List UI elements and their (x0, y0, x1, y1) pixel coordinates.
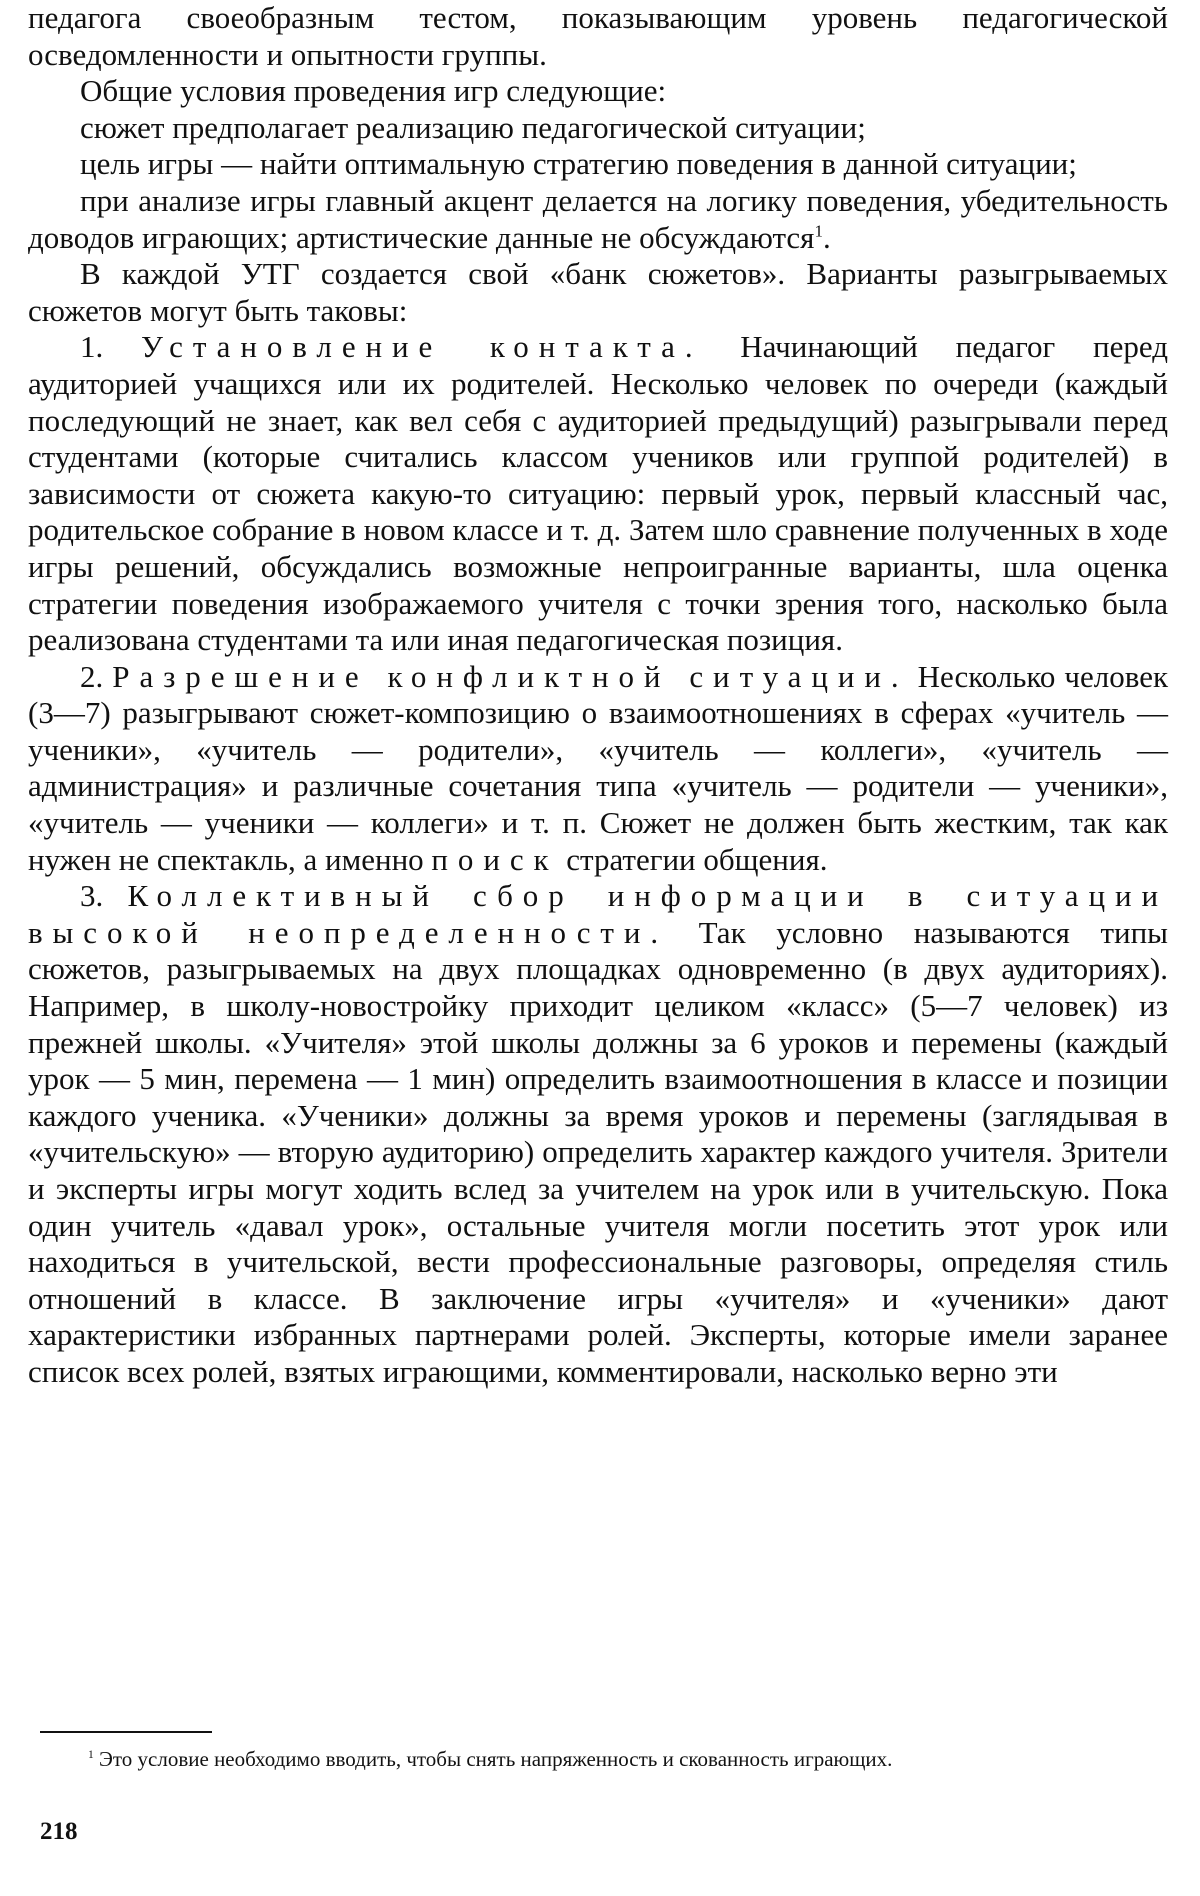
item-text: Несколько человек (3—7) разыгрывают сюжет-композицию о взаимоотношениях в сферах «учитель — ученики», «учитель — родители», «учитель — коллеги», «учитель — администрация» и различные сочетания типа «учитель — родители — ученики», «учитель — ученики — коллеги» и т. п. Сюжет не должен быть жестким, так как нужен не спектакль, а именно (28, 658, 1169, 877)
item-number: 2. (80, 658, 104, 694)
item-number: 1. (80, 329, 104, 365)
paragraph: при анализе игры главный акцент делается на логику поведения, убедительность доводов играющих; артистические данные не обсуждаются$^1$. (28, 182, 1168, 255)
item-text: Так условно называются типы сюжетов, разыгрываемых на двух площадках одновременно (в двух аудиториях). Например, в школу-новостройку приходит целиком «класс» (5—7 человек) из прежней школы. «Учителя» этой школы должны за 6 уроков и перемены (каждый урок — 5 мин, перемена — 1 мин) определить взаимоотношения в классе и позиции каждого ученика. «Ученики» должны за время уроков и перемены (заглядывая в «учительскую» — вторую аудиторию) определить характер каждого учителя. Зрители и эксперты игры могут ходить вслед за учителем на урок или в учительскую. Пока один учитель «давал урок», остальные учителя могли посетить этот урок или находиться в учительской, вести профессиональные разговоры, определяя стиль отношений в классе. В заключение игры «учителя» и «ученики» дают характеристики избранных партнерами ролей. Эксперты, которые имели заранее список всех ролей, взятых играющими, комментировали, насколько верно эти (28, 914, 1169, 1389)
page-number: 218 (40, 1818, 78, 1845)
item-heading: Установление контакта. (141, 329, 703, 365)
footnote-marker: 1 (88, 1749, 94, 1761)
item-heading: Коллективный сбор информации в ситуации высокой неопределенности. (28, 878, 1169, 950)
list-item (28, 878, 1168, 1390)
list-item (28, 329, 1168, 658)
item-number: 3. (80, 878, 104, 914)
item-text: Начинающий педагог перед аудиторией учащихся или их родителей. Несколько человек по очереди (каждый последующий не знает, как вел себя с аудиторией предыдущий) разыгрывали перед студентами (которые считались классом учеников или группой родителей) в зависимости от сюжета какую-то ситуацию: первый урок, первый классный час, родительское собрание в новом классе и т. д. Затем шло сравнение полученных в ходе игры решений, обсуждались возможные непроигранные варианты, шла оценка стратегии поведения изображаемого учителя с точки зрения того, насколько была реализована студентами та или иная педагогическая позиция. (28, 329, 1168, 658)
paragraph: Общие условия проведения игр следующие: (80, 73, 667, 109)
list-item: 2. Разрешение конфликтной ситуации. Несколько человек (3—7) разыгрывают сюжет-композицию о взаимоотношениях в сферах «учитель — ученики», «учитель — родители», «учитель — коллеги», «учитель — администрация» и различные сочетания типа «учитель — родители — ученики», «учитель — ученики — коллеги» и т. п. Сюжет не должен быть жестким, так как нужен не спектакль, а именно поиск стратегии общения. (28, 658, 1169, 877)
item-heading: Разрешение конфликтной ситуации. (112, 658, 909, 694)
footnote-text: Это условие необходимо вводить, чтобы снять напряженность и скованность играющих. (99, 1747, 893, 1771)
footnote-reference: 1 (814, 221, 823, 241)
paragraph: цель игры — найти оптимальную стратегию поведения в данной ситуации; (80, 146, 1077, 182)
paragraph: сюжет предполагает реализацию педагогической ситуации; (80, 109, 866, 145)
footnote-divider (40, 1731, 212, 1733)
footnote (40, 1746, 1166, 1772)
paragraph: педагога своеобразным тестом, показывающим уровень педагогической осведомленности и опытности группы. (28, 0, 1168, 72)
body-text (28, 0, 1168, 1391)
emphasis: поиск (431, 841, 559, 877)
paragraph: В каждой УТГ создается свой «банк сюжетов». Варианты разыгрываемых сюжетов могут быть таковы: (28, 256, 1168, 328)
